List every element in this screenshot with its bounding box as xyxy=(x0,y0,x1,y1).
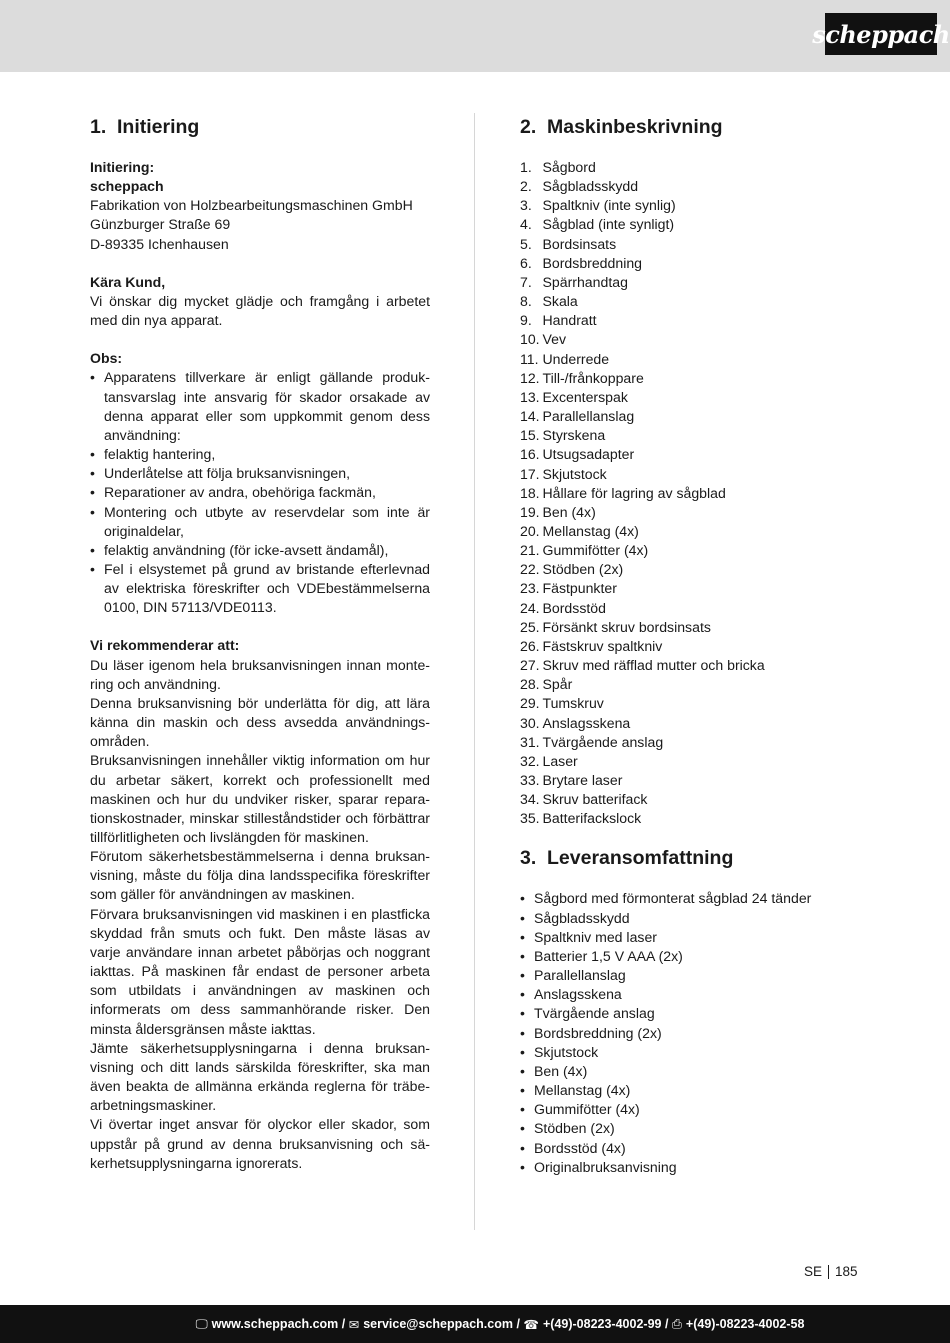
city: D-89335 Ichenhausen xyxy=(90,235,229,252)
part-label: Fästskruv spaltkniv xyxy=(542,637,663,654)
language-code: SE xyxy=(804,1264,823,1279)
part-label: Sågblad (inte synligt) xyxy=(542,216,675,233)
part-label: Skruv med räfflad mutter och bricka xyxy=(542,657,765,674)
part-label: Till-/frånkoppare xyxy=(542,369,644,386)
list-item xyxy=(520,177,865,196)
part-label: Hållare för lagring av sågblad xyxy=(542,484,726,501)
greeting-heading: Kära Kund, xyxy=(90,273,166,290)
part-label: Handratt xyxy=(542,312,597,329)
list-item xyxy=(520,714,865,733)
part-number: 26. xyxy=(520,637,540,654)
footer-website[interactable]: www.scheppach.com / xyxy=(211,1317,346,1331)
list-item xyxy=(520,330,865,349)
list-item xyxy=(520,292,865,311)
scheppach-logo: scheppach xyxy=(825,13,937,55)
page-number-value: 185 xyxy=(835,1264,858,1279)
scope-list xyxy=(520,889,865,1176)
part-number: 25. xyxy=(520,618,540,635)
part-number: 24. xyxy=(520,599,540,616)
list-item xyxy=(520,484,865,503)
part-number: 14. xyxy=(520,408,540,425)
list-item xyxy=(520,426,865,445)
part-number: 11. xyxy=(520,350,539,367)
list-item xyxy=(520,254,865,273)
list-item: • Mellanstag (4x) xyxy=(520,1081,865,1100)
part-number: 30. xyxy=(520,714,540,731)
part-label: Sågbladsskydd xyxy=(542,178,639,195)
part-label: Stödben (2x) xyxy=(542,561,624,578)
list-item xyxy=(520,196,865,215)
part-label: Vev xyxy=(542,331,567,348)
header-bar xyxy=(0,0,950,72)
paragraph: Du läser igenom hela bruksanvisningen innan montering och användning. xyxy=(90,656,430,692)
list-item xyxy=(520,235,865,254)
section-heading-maskinbeskrivning xyxy=(520,113,865,141)
part-label: Spaltkniv (inte synlig) xyxy=(542,197,676,214)
list-item: • Sågbladsskydd xyxy=(520,909,865,928)
part-label: Utsugsadapter xyxy=(542,446,635,463)
list-item: • Gummifötter (4x) xyxy=(520,1100,865,1119)
street: Günzburger Straße 69 xyxy=(90,216,231,233)
initiering-label: Initiering: xyxy=(90,159,155,175)
obs-list xyxy=(90,368,430,617)
section-number: 2. xyxy=(520,116,537,138)
part-number: 21. xyxy=(520,542,540,559)
fax-icon: ⎙ xyxy=(671,1316,682,1331)
list-item xyxy=(520,752,865,771)
footer-fax: +(49)-08223-4002-58 xyxy=(685,1317,805,1331)
column-divider xyxy=(474,113,475,1230)
list-item: • Batterier 1,5 V AAA (2x) xyxy=(520,947,865,966)
greeting-text: Vi önskar dig mycket glädje och framgång i arbetet med din nya apparat. xyxy=(90,292,430,329)
part-number: 3. xyxy=(520,197,532,214)
part-number: 19. xyxy=(520,503,540,520)
part-number: 20. xyxy=(520,522,540,539)
list-item xyxy=(520,790,865,809)
page-number-separator xyxy=(828,1265,829,1279)
obs-block xyxy=(90,349,430,617)
section-title: Leveransomfattning xyxy=(547,847,734,870)
part-label: Gummifötter (4x) xyxy=(542,542,649,559)
part-number: 34. xyxy=(520,791,540,808)
list-item: • Montering och utbyte av reservdelar som inte är originaldelar, xyxy=(90,503,430,541)
list-item: • felaktig användning (för icke-avsett ändamål), xyxy=(90,541,430,560)
list-item xyxy=(520,350,865,369)
footer-email[interactable]: service@scheppach.com / xyxy=(363,1317,520,1331)
list-item: • Spaltkniv med laser xyxy=(520,928,865,947)
list-item: • Fel i elsystemet på grund av bristande efterlevnad av elektriska föreskrifter och VDEbestämmelserna 0100, DIN 57113/VDE0113. xyxy=(90,560,430,617)
list-item xyxy=(520,541,865,560)
part-number: 22. xyxy=(520,561,540,578)
part-label: Spår xyxy=(542,676,573,693)
part-label: Parallellanslag xyxy=(542,408,635,425)
part-number: 4. xyxy=(520,216,532,233)
part-number: 7. xyxy=(520,273,532,290)
part-number: 18. xyxy=(520,484,540,501)
part-label: Skjutstock xyxy=(542,465,607,482)
list-item: • Underlåtelse att följa bruksanvisningen, xyxy=(90,464,430,483)
list-item: • Ben (4x) xyxy=(520,1062,865,1081)
list-item: • Reparationer av andra, obehöriga fackmän, xyxy=(90,483,430,502)
part-number: 17. xyxy=(520,465,540,482)
section-heading-leveransomfattning xyxy=(520,844,865,872)
part-label: Bordsbreddning xyxy=(542,254,643,271)
list-item: • Bordsbreddning (2x) xyxy=(520,1024,865,1043)
list-item xyxy=(520,675,865,694)
list-item xyxy=(520,637,865,656)
part-number: 27. xyxy=(520,657,540,674)
list-item xyxy=(520,618,865,637)
list-item: • Stödben (2x) xyxy=(520,1119,865,1138)
paragraph: Vi övertar inget ansvar för olyckor eller skador, som uppstår på grund av denna bruksanvisning och säkerhetsupplysningarna ignorerats. xyxy=(90,1116,430,1171)
part-label: Excenterspak xyxy=(542,388,628,405)
paragraph: Jämte säkerhetsupplysningarna i denna bruksanvisning och ditt lands särskilda föreskrifter, ska man även beakta de allmänna erkända reglerna för träbearbetningsmaskiner. xyxy=(90,1039,430,1114)
part-number: 1. xyxy=(520,159,532,175)
right-column xyxy=(520,113,865,1177)
recommend-block xyxy=(90,636,430,1172)
list-item: • Originalbruksanvisning xyxy=(520,1158,865,1177)
list-item xyxy=(520,388,865,407)
list-item: • Apparatens tillverkare är enligt gällande produktansvarslag inte ansvarig för skador orsakade av denna apparat eller som uppkommit genom dess användning: xyxy=(90,368,430,445)
list-item xyxy=(520,465,865,484)
footer-bar xyxy=(0,1305,950,1343)
part-label: Brytare laser xyxy=(542,772,623,788)
section-heading-initiering xyxy=(90,113,430,141)
part-label: Försänkt skruv bordsinsats xyxy=(542,618,711,635)
part-label: Fästpunkter xyxy=(542,580,617,597)
footer-phone: +(49)-08223-4002-99 / xyxy=(542,1317,669,1331)
list-item xyxy=(520,656,865,675)
part-label: Bordsstöd xyxy=(542,599,606,616)
list-item xyxy=(520,407,865,426)
part-number: 13. xyxy=(520,388,540,405)
part-number: 28. xyxy=(520,676,540,693)
list-item xyxy=(520,522,865,541)
paragraph: Förutom säkerhetsbestämmelserna i denna bruksanvisning, måste du följa dina landsspecifika föreskrifter som gäller för användningen av maskinen. xyxy=(90,848,430,903)
company-short: scheppach xyxy=(90,178,164,195)
list-item xyxy=(520,599,865,618)
part-label: Tvärgående anslag xyxy=(542,733,664,750)
section-title: Initiering xyxy=(117,116,200,138)
part-label: Sågbord xyxy=(542,159,596,175)
manufacturer-block xyxy=(90,158,430,254)
section-number: 1. xyxy=(90,116,107,138)
part-label: Underrede xyxy=(542,350,610,367)
greeting-block xyxy=(90,273,430,330)
part-label: Skruv batterifack xyxy=(542,791,648,808)
part-number: 9. xyxy=(520,312,532,329)
part-number: 33. xyxy=(520,772,540,788)
part-label: Anslagsskena xyxy=(542,714,631,731)
left-column xyxy=(90,113,430,1173)
list-item xyxy=(520,311,865,330)
part-number: 35. xyxy=(520,810,540,827)
company-full: Fabrikation von Holzbearbeitungsmaschinen GmbH xyxy=(90,197,413,214)
parts-list xyxy=(520,158,865,828)
list-item xyxy=(520,771,865,790)
part-label: Mellanstag (4x) xyxy=(542,522,639,539)
part-number: 5. xyxy=(520,235,532,252)
list-item: • felaktig hantering, xyxy=(90,445,430,464)
list-item xyxy=(520,158,865,177)
paragraph: Förvara bruksanvisningen vid maskinen i en plastficka skyddad från smuts och fukt. Den måste läsas av varje användare innan arbetet påbörjas och noggrant iakttas. På maskinen får endast de personer arbeta som utbildats i användningen av maskinen och informerats om dess sammanhörande risker. Den minsta åldersgränsen måste iakttas. xyxy=(90,905,430,1037)
section-number: 3. xyxy=(520,847,537,870)
list-item: • Skjutstock xyxy=(520,1043,865,1062)
list-item: • Anslagsskena xyxy=(520,985,865,1004)
phone-icon: ☎ xyxy=(523,1317,539,1332)
list-item xyxy=(520,445,865,464)
part-number: 6. xyxy=(520,254,532,271)
paragraph: Bruksanvisningen innehåller viktig information om hur du arbetar säkert, korrekt och professionellt med maskinen och hur du undviker risker, sparar reparationskostnader, minskar stilleståndstider och förbättrar tillförlitligheten och livslängden för maskinen. xyxy=(90,752,430,845)
part-number: 2. xyxy=(520,178,532,195)
part-number: 12. xyxy=(520,369,540,386)
page-number xyxy=(804,1264,858,1279)
part-number: 16. xyxy=(520,446,540,463)
section-title: Maskinbeskrivning xyxy=(547,116,723,138)
list-item xyxy=(520,503,865,522)
mail-icon: ✉ xyxy=(348,1317,360,1332)
part-label: Styrskena xyxy=(542,427,606,444)
list-item: • Tvärgående anslag xyxy=(520,1004,865,1023)
list-item xyxy=(520,809,865,828)
paragraph: Denna bruksanvisning bör underlätta för dig, att lära känna din maskin och dess avsedda användningsområden. xyxy=(90,694,430,750)
part-number: 8. xyxy=(520,293,532,310)
part-label: Laser xyxy=(542,752,578,769)
list-item xyxy=(520,560,865,579)
part-number: 32. xyxy=(520,752,540,769)
list-item xyxy=(520,369,865,388)
part-number: 23. xyxy=(520,580,540,597)
part-number: 15. xyxy=(520,427,540,444)
part-label: Spärrhandtag xyxy=(542,273,628,290)
part-label: Bordsinsats xyxy=(542,235,617,252)
list-item xyxy=(520,215,865,234)
list-item xyxy=(520,733,865,752)
list-item: • Parallellanslag xyxy=(520,966,865,985)
list-item xyxy=(520,273,865,292)
list-item xyxy=(520,694,865,713)
part-label: Ben (4x) xyxy=(542,503,596,520)
part-label: Batterifackslock xyxy=(542,810,642,827)
part-label: Skala xyxy=(542,293,578,310)
list-item xyxy=(520,579,865,598)
recommend-heading: Vi rekommenderar att: xyxy=(90,637,240,654)
part-label: Tumskruv xyxy=(542,695,604,712)
part-number: 31. xyxy=(520,733,540,750)
list-item: • Sågbord med förmonterat sågblad 24 tänder xyxy=(520,889,865,908)
obs-heading: Obs: xyxy=(90,350,123,367)
monitor-icon: 🖵 xyxy=(195,1316,208,1331)
part-number: 10. xyxy=(520,331,540,348)
part-number: 29. xyxy=(520,695,540,712)
list-item: • Bordsstöd (4x) xyxy=(520,1139,865,1158)
